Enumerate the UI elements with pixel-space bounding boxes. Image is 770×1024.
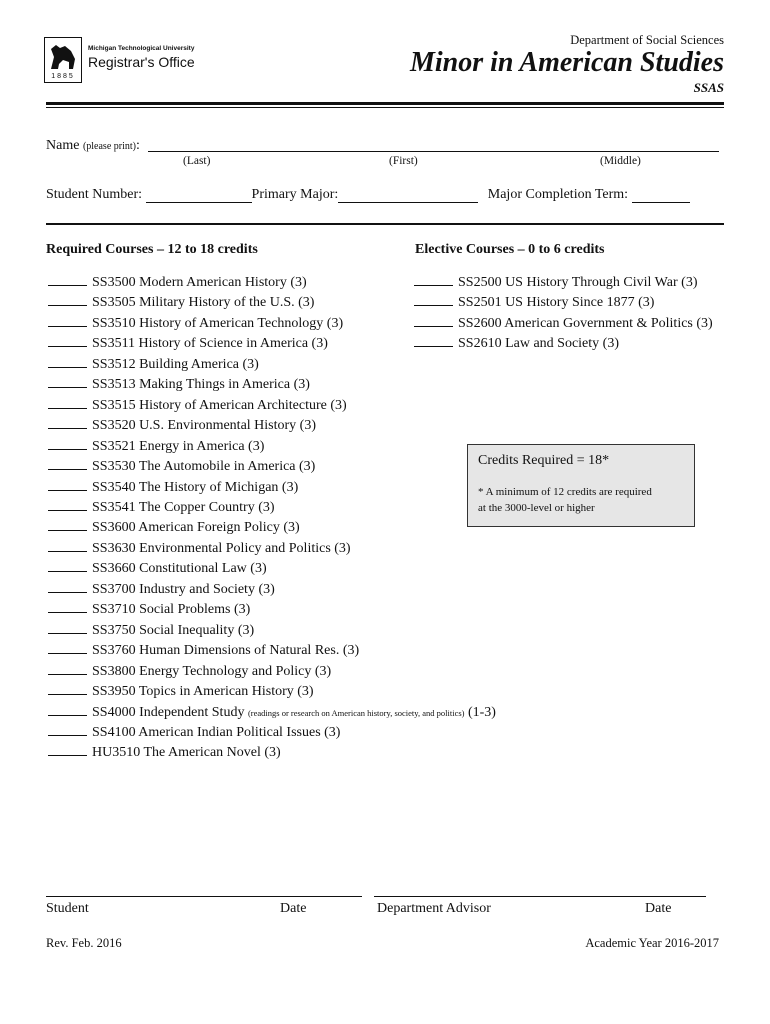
course-item [48, 375, 496, 395]
course-label: SS2600 American Government & Politics (3) [458, 315, 713, 331]
course-item [48, 600, 496, 620]
course-label: SS3512 Building America (3) [92, 356, 259, 372]
course-item [48, 457, 496, 477]
elective-heading: Elective Courses – 0 to 6 credits [415, 242, 605, 257]
course-check-line[interactable] [48, 294, 87, 306]
course-check-line[interactable] [48, 335, 87, 347]
course-check-line[interactable] [48, 744, 87, 756]
course-label: SS3630 Environmental Policy and Politics (3) [92, 540, 351, 556]
name-hint: (please print) [82, 141, 136, 152]
header-rule [46, 102, 724, 105]
course-item [48, 580, 496, 600]
course-label: SS3521 Energy in America (3) [92, 438, 265, 454]
advisor-signature-line[interactable] [374, 896, 706, 897]
course-label: SS3520 U.S. Environmental History (3) [92, 418, 316, 434]
course-item [48, 416, 496, 436]
primary-major-field[interactable] [338, 189, 478, 203]
course-check-line[interactable] [414, 315, 453, 327]
course-check-line[interactable] [414, 335, 453, 347]
course-check-line[interactable] [48, 622, 87, 634]
logo-year: 1885 [51, 73, 75, 80]
course-label: SS3750 Social Inequality (3) [92, 622, 255, 638]
course-item [48, 355, 496, 375]
course-label: SS3500 Modern American History (3) [92, 275, 307, 290]
primary-major-label: Primary Major: [251, 187, 339, 202]
course-label: SS4100 American Indian Political Issues (3) [92, 724, 341, 740]
course-check-line[interactable] [48, 683, 87, 695]
course-check-line[interactable] [48, 499, 87, 511]
advisor-signature-label: Department Advisor [377, 901, 491, 916]
completion-term-label: Major Completion Term: [487, 187, 629, 202]
section-rule [46, 223, 724, 225]
course-check-line[interactable] [48, 356, 87, 368]
name-field[interactable] [148, 151, 719, 152]
course-check-line[interactable] [48, 642, 87, 654]
required-heading: Required Courses – 12 to 18 credits [46, 242, 258, 257]
course-item [414, 293, 713, 313]
credits-required-box [467, 444, 695, 527]
credits-note: * A minimum of 12 credits are required at the 3000-level or higher [478, 486, 652, 514]
page-title: Minor in American Studies [409, 47, 724, 78]
course-item [48, 396, 496, 416]
course-check-line[interactable] [48, 663, 87, 675]
logo-office: Registrar's Office [88, 54, 195, 70]
course-check-line[interactable] [48, 540, 87, 552]
course-check-line[interactable] [48, 724, 87, 736]
student-info-row [46, 187, 724, 203]
course-check-line[interactable] [48, 479, 87, 491]
course-label: SS3760 Human Dimensions of Natural Res. (3) [92, 643, 360, 659]
header-rule-thin [46, 107, 724, 108]
first-label: (First) [389, 155, 418, 167]
course-label: SS3540 The History of Michigan (3) [92, 479, 299, 495]
husky-seal-icon [44, 37, 82, 83]
course-label: SS2501 US History Since 1877 (3) [458, 295, 655, 311]
course-item [48, 539, 496, 559]
course-label: SS3541 The Copper Country (3) [92, 499, 275, 515]
course-label: SS2610 Law and Society (3) [458, 336, 619, 352]
course-note: (readings or research on American history, society, and politics) [247, 707, 465, 718]
department-name: Department of Social Sciences [570, 33, 724, 47]
course-item [48, 641, 496, 661]
course-item [414, 273, 713, 293]
course-item [48, 621, 496, 641]
course-check-line[interactable] [48, 519, 87, 531]
course-item [48, 559, 496, 579]
advisor-date-label: Date [645, 901, 672, 916]
revision-date: Rev. Feb. 2016 [46, 936, 122, 950]
student-number-label: Student Number: [46, 187, 143, 202]
course-label: SS3700 Industry and Society (3) [92, 581, 275, 597]
course-check-line[interactable] [414, 294, 453, 306]
course-item [48, 662, 496, 682]
student-signature-label: Student [46, 901, 89, 916]
course-label: SS3950 Topics in American History (3) [92, 684, 314, 700]
course-item [48, 723, 496, 743]
course-label: SS3513 Making Things in America (3) [92, 377, 310, 393]
course-item [48, 437, 496, 457]
name-label: Name (please print): [46, 138, 140, 153]
course-item [48, 743, 496, 763]
course-item [48, 478, 496, 498]
course-label: SS3505 Military History of the U.S. (3) [92, 295, 315, 311]
completion-term-field[interactable] [632, 189, 690, 203]
course-label: SS4000 Independent Study [92, 704, 248, 720]
elective-course-list [414, 273, 713, 355]
minor-code: SSAS [693, 80, 724, 95]
credits-required: Credits Required = 18* [478, 453, 610, 468]
course-check-line[interactable] [48, 601, 87, 613]
course-item [48, 518, 496, 538]
course-label: SS3710 Social Problems (3) [92, 602, 251, 618]
course-label: SS2500 US History Through Civil War (3) [458, 275, 698, 290]
course-label: HU3510 The American Novel (3) [92, 745, 281, 761]
course-check-line[interactable] [48, 581, 87, 593]
course-check-line[interactable] [48, 274, 87, 286]
course-check-line[interactable] [48, 560, 87, 572]
logo-university: Michigan Technological University [88, 45, 195, 52]
course-item [48, 498, 496, 518]
course-label: SS3660 Constitutional Law (3) [92, 561, 267, 577]
last-label: (Last) [183, 155, 211, 167]
course-label: SS3800 Energy Technology and Policy (3) [92, 663, 332, 679]
course-item [414, 334, 713, 354]
middle-label: (Middle) [600, 155, 641, 167]
course-check-line[interactable] [48, 417, 87, 429]
course-item [414, 314, 713, 334]
course-check-line[interactable] [48, 397, 87, 409]
course-check-line[interactable] [48, 376, 87, 388]
course-check-line[interactable] [414, 274, 453, 286]
course-label: SS3530 The Automobile in America (3) [92, 459, 316, 475]
student-number-field[interactable] [146, 189, 252, 203]
course-item [48, 703, 496, 723]
course-check-line[interactable] [48, 704, 87, 716]
student-signature-line[interactable] [46, 896, 362, 897]
course-label: SS3510 History of American Technology (3) [92, 315, 344, 331]
course-label: SS3515 History of American Architecture (3) [92, 397, 347, 413]
course-item [48, 682, 496, 702]
course-label: SS3511 History of Science in America (3) [92, 336, 328, 352]
registrar-logo [44, 37, 214, 85]
course-label: SS3600 American Foreign Policy (3) [92, 520, 300, 536]
academic-year: Academic Year 2016-2017 [585, 936, 719, 950]
course-check-line[interactable] [48, 458, 87, 470]
course-check-line[interactable] [48, 438, 87, 450]
student-date-label: Date [280, 901, 307, 916]
course-check-line[interactable] [48, 315, 87, 327]
course-credits: (1-3) [464, 704, 496, 720]
